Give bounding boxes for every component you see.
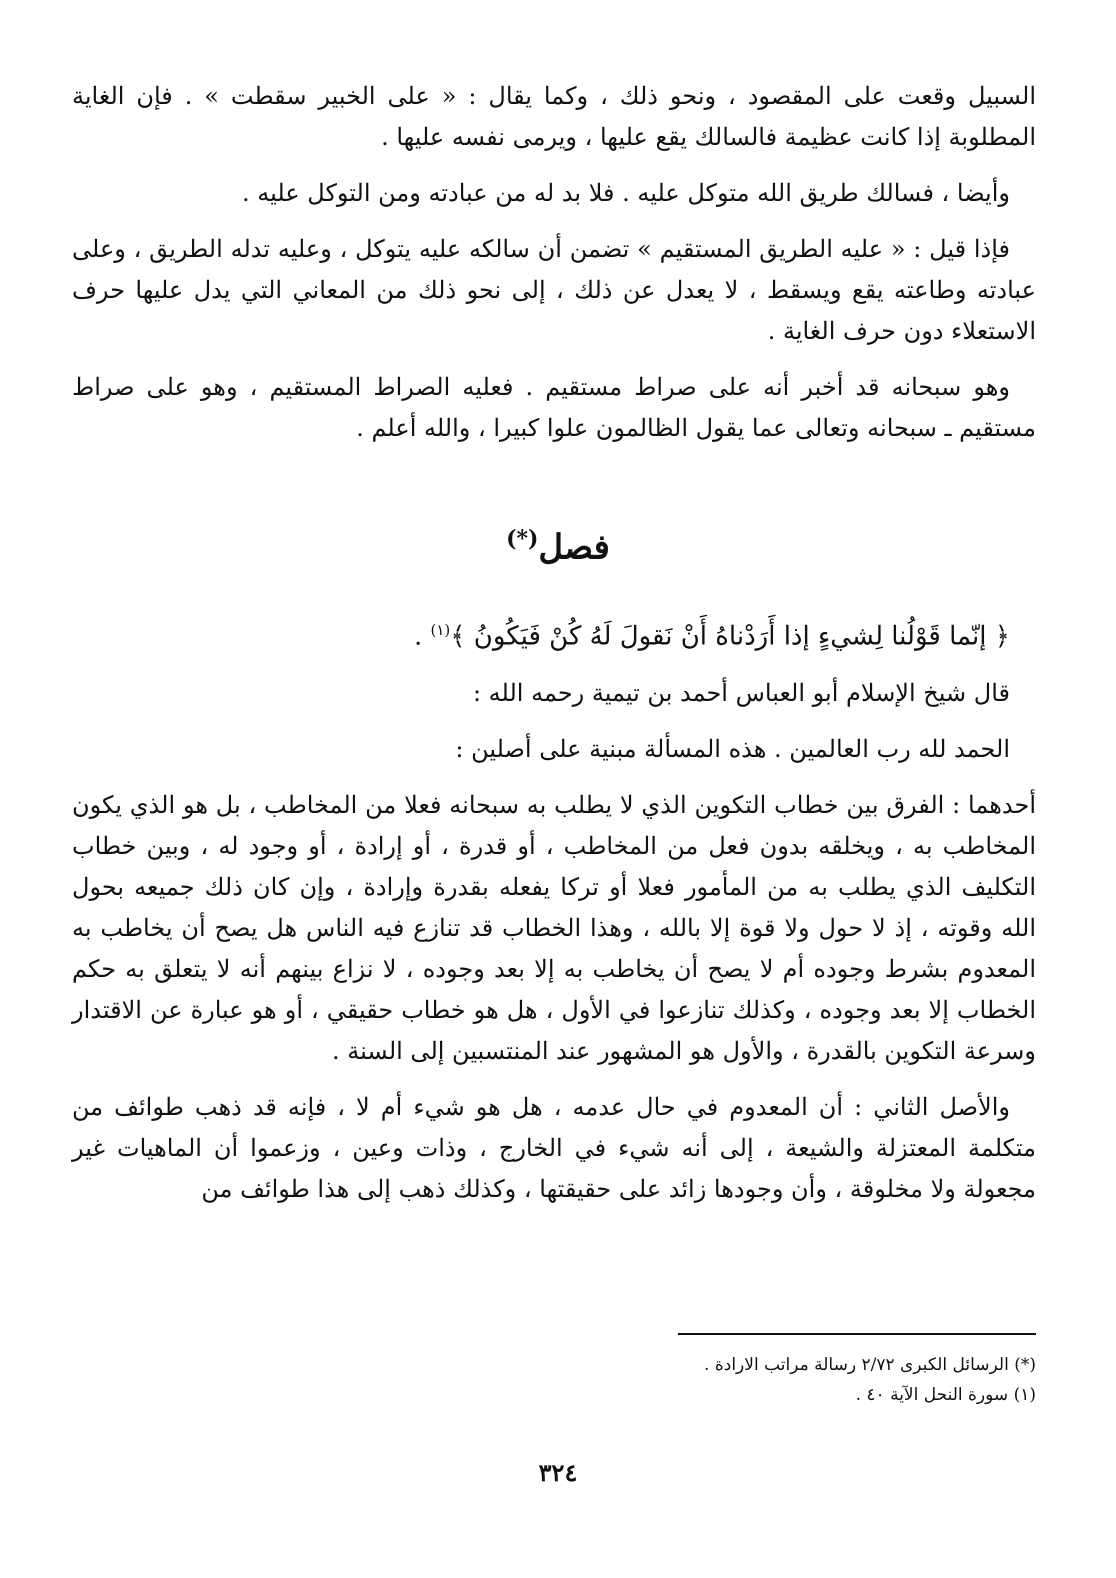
section-heading (0, 526, 1116, 567)
quote-footnote-ref: (١) (430, 621, 451, 639)
quote-end: . (413, 621, 431, 652)
section-footnote-mark: (*) (506, 526, 539, 552)
footnote: (*) الرسائل الكبرى ٢/٧٢ رسالة مراتب الارادة . (704, 1355, 1036, 1375)
footnote-divider (678, 1333, 1036, 1335)
footnotes (72, 1350, 1036, 1410)
paragraph: وهو سبحانه قد أخبر أنه على صراط مستقيم . فعليه الصراط المستقيم ، وهو على صراط مستقيم ـ سبحانه وتعالى عما يقول الظالمون علوا كبيرا ، والله أعلم . (72, 373, 1036, 442)
paragraph: أحدهما : الفرق بين خطاب التكوين الذي لا يطلب به سبحانه فعلا من المخاطب ، بل هو الذي يكون المخاطب به ، ويخلقه بدون فعل من المخاطب ، أو قدرة ، أو إرادة ، أو وجود له ، وبين خطاب التكليف الذي يطلب به من المأمور فعلا أو تركا يفعله بقدرة وإرادة ، وإن كان ذلك جميعه بحول الله وقوته ، إذ لا حول ولا قوة إلا بالله ، وهذا الخطاب قد تنازع فيه الناس هل يصح أن يخاطب به المعدوم بشرط وجوده أم لا يصح أن يخاطب به إلا بعد وجوده ، لا نزاع بينهم أنه لا يتعلق به حكم الخطاب إلا بعد وجوده ، وكذلك تنازعوا في الأول ، هل هو خطاب حقيقي ، أو هو عبارة عن الاقتدار وسرعة التكوين بالقدرة ، والأول هو المشهور عند المنتسبين إلى السنة . (72, 790, 1036, 1065)
paragraph: قال شيخ الإسلام أبو العباس أحمد بن تيمية رحمه الله : (472, 678, 1010, 707)
paragraph: الحمد لله رب العالمين . هذه المسألة مبنية على أصلين : (455, 734, 1010, 763)
body-text (72, 610, 1036, 1225)
paragraph: والأصل الثاني : أن المعدوم في حال عدمه ، هل هو شيء أم لا ، فإنه قد ذهب طوائف من متكلمة المعتزلة والشيعة ، إلى أنه شيء في الخارج ، وذات وعين ، وزعموا أن الماهيات غير مجعولة ولا مخلوقة ، وأن وجودها زائد على حقيقتها ، وكذلك ذهب إلى هذا طوائف من (72, 1092, 1036, 1203)
quran-quote (72, 610, 1036, 658)
paragraph: وأيضا ، فسالك طريق الله متوكل عليه . فلا بد له من عبادته ومن التوكل عليه . (242, 179, 1010, 207)
paragraph: السبيل وقعت على المقصود ، ونحو ذلك ، وكما يقال : « على الخبير سقطت » . فإن الغاية المطلوبة إذا كانت عظيمة فالسالك يقع عليها ، ويرمى نفسه عليها . (72, 82, 1036, 151)
paragraph: فإذا قيل : « عليه الطريق المستقيم » تضمن أن سالكه عليه يتوكل ، وعليه تدله الطريق ، وعلى عبادته وطاعته يقع ويسقط ، لا يعدل عن ذلك ، إلى نحو ذلك من المعاني التي يدل عليها حرف الاستعلاء دون حرف الغاية . (72, 235, 1036, 345)
footnote: (١) سورة النحل الآية ٤٠ . (855, 1385, 1036, 1405)
quote-text: ﴿ إنّما قَوْلُنا لِشيءٍ إذا أَرَدْناهُ أَنْ نَقولَ لَهُ كُنْ فَيَكُونُ ﴾ (450, 621, 1010, 652)
section-title-text: فصل (538, 527, 610, 568)
page-number: ٣٢٤ (538, 1458, 578, 1487)
intro-text (72, 76, 1036, 464)
